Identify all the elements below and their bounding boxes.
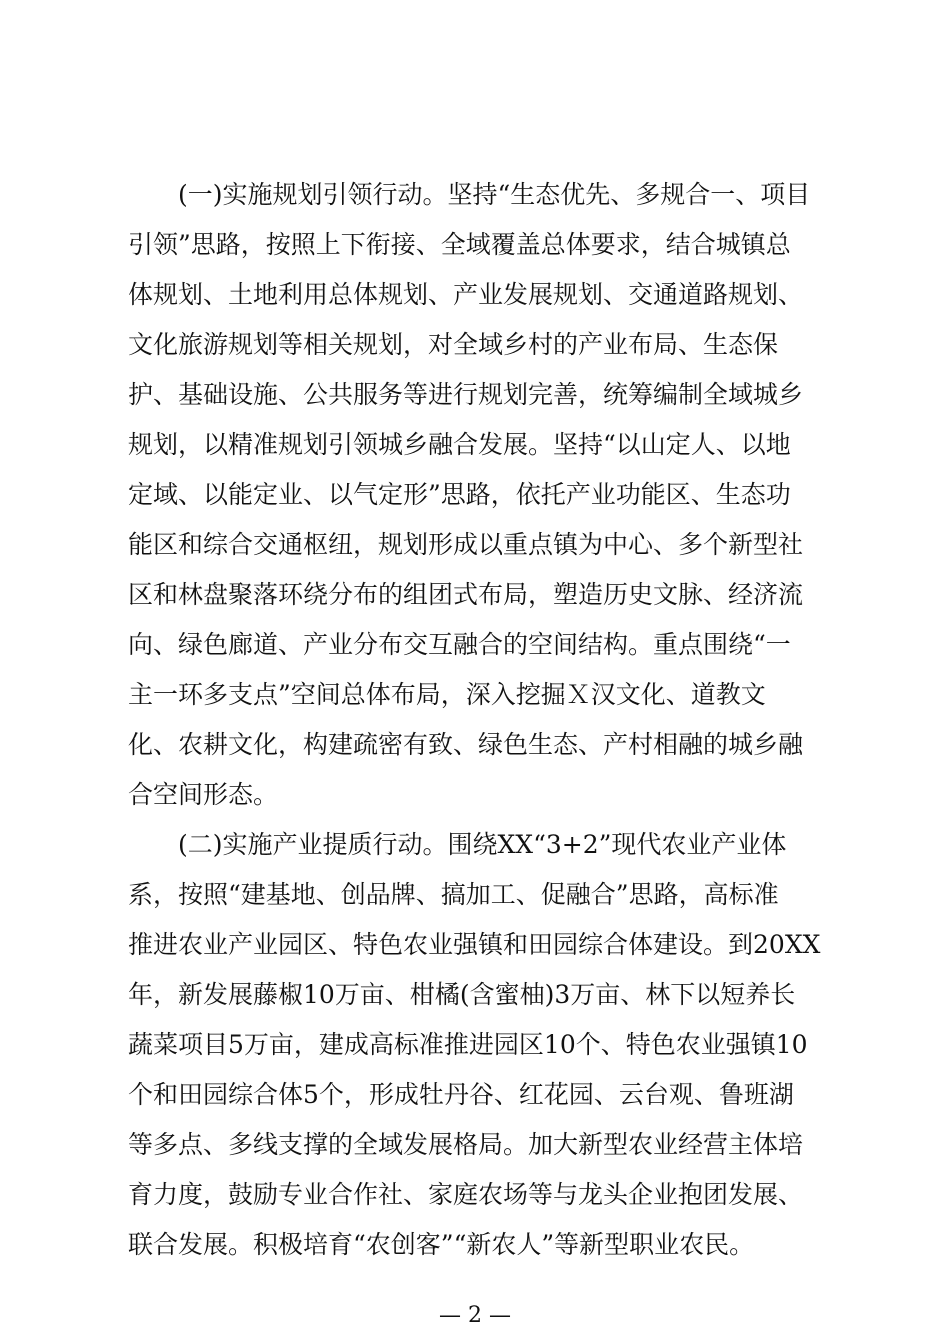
paragraph-line: 主一环多支点”空间总体布局，深入挖掘Ｘ汉文化、道教文 — [128, 680, 766, 709]
paragraph-line: 区和林盘聚落环绕分布的组团式布局，塑造历史文脉、经济流 — [128, 580, 804, 609]
paragraph-line: 向、绿色廊道、产业分布交互融合的空间结构。重点围绕“一 — [128, 630, 791, 659]
paragraph-line: 年，新发展藤椒10万亩、柑橘(含蜜柚)3万亩、林下以短养长 — [128, 980, 796, 1009]
paragraph-line: (二)实施产业提质行动。围绕XX“3+2”现代农业产业体 — [178, 830, 787, 859]
paragraph-line: 化、农耕文化，构建疏密有致、绿色生态、产村相融的城乡融 — [128, 730, 804, 759]
paragraph-line: 能区和综合交通枢纽，规划形成以重点镇为中心、多个新型社 — [128, 530, 804, 559]
paragraph-line: 合空间形态。 — [128, 780, 279, 809]
paragraph-line: 等多点、多线支撑的全域发展格局。加大新型农业经营主体培 — [128, 1130, 804, 1159]
paragraph-line: 体规划、土地利用总体规划、产业发展规划、交通道路规划、 — [128, 280, 804, 309]
page-number: — 2 — — [439, 1303, 511, 1328]
paragraph-line: 联合发展。积极培育“农创客”“新农人”等新型职业农民。 — [128, 1230, 755, 1259]
paragraph-line: 系，按照“建基地、创品牌、搞加工、促融合”思路，高标准 — [128, 880, 779, 909]
paragraph-line: 定域、以能定业、以气定形”思路，依托产业功能区、生态功 — [128, 480, 791, 509]
paragraph-line: 蔬菜项目5万亩，建成高标准推进园区10个、特色农业强镇10 — [128, 1030, 808, 1059]
paragraph-line: 护、基础设施、公共服务等进行规划完善，统筹编制全域城乡 — [128, 380, 804, 409]
paragraph-line: 文化旅游规划等相关规划，对全域乡村的产业布局、生态保 — [128, 330, 779, 359]
paragraph-line: 推进农业产业园区、特色农业强镇和田园综合体建设。到20XX — [128, 930, 821, 959]
paragraph-line: 育力度，鼓励专业合作社、家庭农场等与龙头企业抱团发展、 — [128, 1180, 804, 1209]
paragraph-line: 个和田园综合体5个，形成牡丹谷、红花园、云台观、鲁班湖 — [128, 1080, 794, 1109]
paragraph-line: (一)实施规划引领行动。坚持“生态优先、多规合一、项目 — [178, 180, 811, 209]
paragraph-line: 引领”思路，按照上下衔接、全域覆盖总体要求，结合城镇总 — [128, 230, 791, 259]
paragraph-line: 规划，以精准规划引领城乡融合发展。坚持“以山定人、以地 — [128, 430, 791, 459]
